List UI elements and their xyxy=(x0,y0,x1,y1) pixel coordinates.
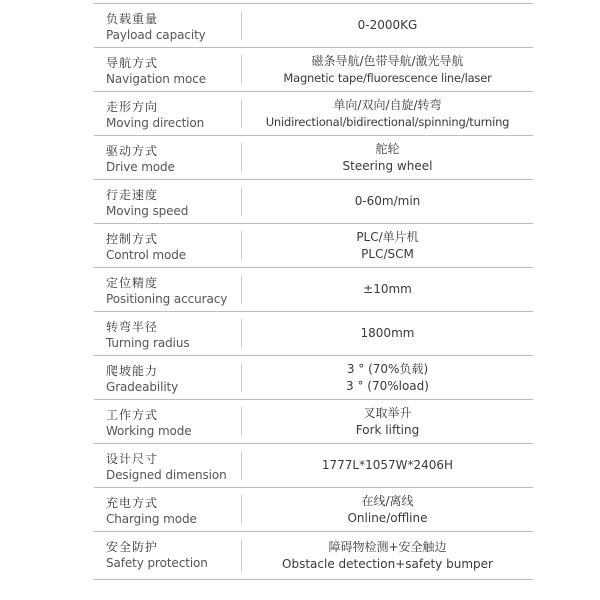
value-en: Obstacle detection+safety bumper xyxy=(282,556,493,571)
row-value xyxy=(242,4,533,47)
spec-row-direction xyxy=(94,92,533,136)
label-en: Working mode xyxy=(106,424,192,438)
row-label xyxy=(106,187,246,219)
label-zh: 爬坡能力 xyxy=(106,364,159,378)
label-zh: 定位精度 xyxy=(106,276,159,290)
value-en: ±10mm xyxy=(363,282,412,296)
value-en: 0-60m/min xyxy=(354,194,421,208)
spec-row-payload xyxy=(94,4,533,48)
label-en: Payload capacity xyxy=(106,28,206,42)
row-label xyxy=(106,495,246,527)
value-zh: 叉取举升 xyxy=(363,405,412,420)
label-zh: 负载重量 xyxy=(106,12,159,26)
value-zh: 障碍物检测+安全触边 xyxy=(328,539,447,554)
label-en: Gradeability xyxy=(106,380,179,394)
row-value xyxy=(242,356,533,399)
spec-row-speed xyxy=(94,180,533,224)
spec-row-working xyxy=(94,400,533,444)
value-en: Online/offline xyxy=(347,510,428,525)
row-label xyxy=(106,11,246,43)
row-label xyxy=(106,451,246,483)
spec-row-drive xyxy=(94,136,533,180)
label-en: Control mode xyxy=(106,248,187,262)
label-zh: 工作方式 xyxy=(106,408,159,422)
label-zh: 安全防护 xyxy=(106,540,159,554)
value-en: Fork lifting xyxy=(355,422,420,437)
row-value xyxy=(242,180,533,223)
label-zh: 设计尺寸 xyxy=(106,452,159,466)
value-en: 1777L*1057W*2406H xyxy=(321,458,454,472)
value-en: 3 ° (70%load) xyxy=(346,378,429,393)
label-en: Safety protection xyxy=(106,556,208,570)
row-value xyxy=(242,268,533,311)
row-value xyxy=(242,532,533,579)
row-label xyxy=(106,319,246,351)
label-zh: 导航方式 xyxy=(106,56,159,70)
row-label xyxy=(106,363,246,395)
label-zh: 走形方向 xyxy=(106,100,159,114)
row-label xyxy=(106,539,246,571)
row-value xyxy=(242,92,533,135)
value-en: Magnetic tape/fluorescence line/laser xyxy=(283,70,492,85)
label-zh: 转弯半径 xyxy=(106,320,159,334)
row-label xyxy=(106,55,246,87)
value-en: Steering wheel xyxy=(342,158,433,173)
spec-row-positioning xyxy=(94,268,533,312)
label-zh: 充电方式 xyxy=(106,496,159,510)
row-label xyxy=(106,143,246,175)
label-en: Charging mode xyxy=(106,512,197,526)
value-zh: 3 ° (70%负载) xyxy=(346,361,429,376)
value-en: Unidirectional/bidirectional/spinning/turning xyxy=(265,114,510,129)
label-en: Positioning accuracy xyxy=(106,292,228,306)
row-label xyxy=(106,275,246,307)
label-en: Navigation moce xyxy=(106,72,207,86)
value-en: 0-2000KG xyxy=(357,18,418,32)
label-en: Turning radius xyxy=(106,336,190,350)
row-value xyxy=(242,48,533,91)
value-en: 1800mm xyxy=(360,326,415,340)
row-value xyxy=(242,444,533,487)
label-zh: 驱动方式 xyxy=(106,144,159,158)
row-label xyxy=(106,407,246,439)
value-zh: PLC/单片机 xyxy=(356,229,419,244)
label-en: Moving direction xyxy=(106,116,205,130)
label-zh: 控制方式 xyxy=(106,232,159,246)
label-en: Designed dimension xyxy=(106,468,227,482)
label-en: Moving speed xyxy=(106,204,189,218)
row-value xyxy=(242,224,533,267)
value-zh: 舵轮 xyxy=(375,141,400,156)
value-zh: 在线/离线 xyxy=(361,493,414,508)
spec-row-gradeability xyxy=(94,356,533,400)
spec-row-charging xyxy=(94,488,533,532)
value-en: PLC/SCM xyxy=(361,246,414,261)
spec-row-dimension xyxy=(94,444,533,488)
label-en: Drive mode xyxy=(106,160,175,174)
value-zh: 单向/双向/自旋/转弯 xyxy=(333,97,442,112)
row-value xyxy=(242,400,533,443)
spec-row-safety xyxy=(94,532,533,580)
row-value xyxy=(242,136,533,179)
row-value xyxy=(242,312,533,355)
spec-row-turning xyxy=(94,312,533,356)
spec-table xyxy=(94,3,533,580)
spec-row-control xyxy=(94,224,533,268)
row-value xyxy=(242,488,533,531)
spec-row-navigation xyxy=(94,48,533,92)
row-label xyxy=(106,231,246,263)
value-zh: 磁条导航/色带导航/激光导航 xyxy=(311,53,464,68)
row-label xyxy=(106,99,246,131)
label-zh: 行走速度 xyxy=(106,188,159,202)
